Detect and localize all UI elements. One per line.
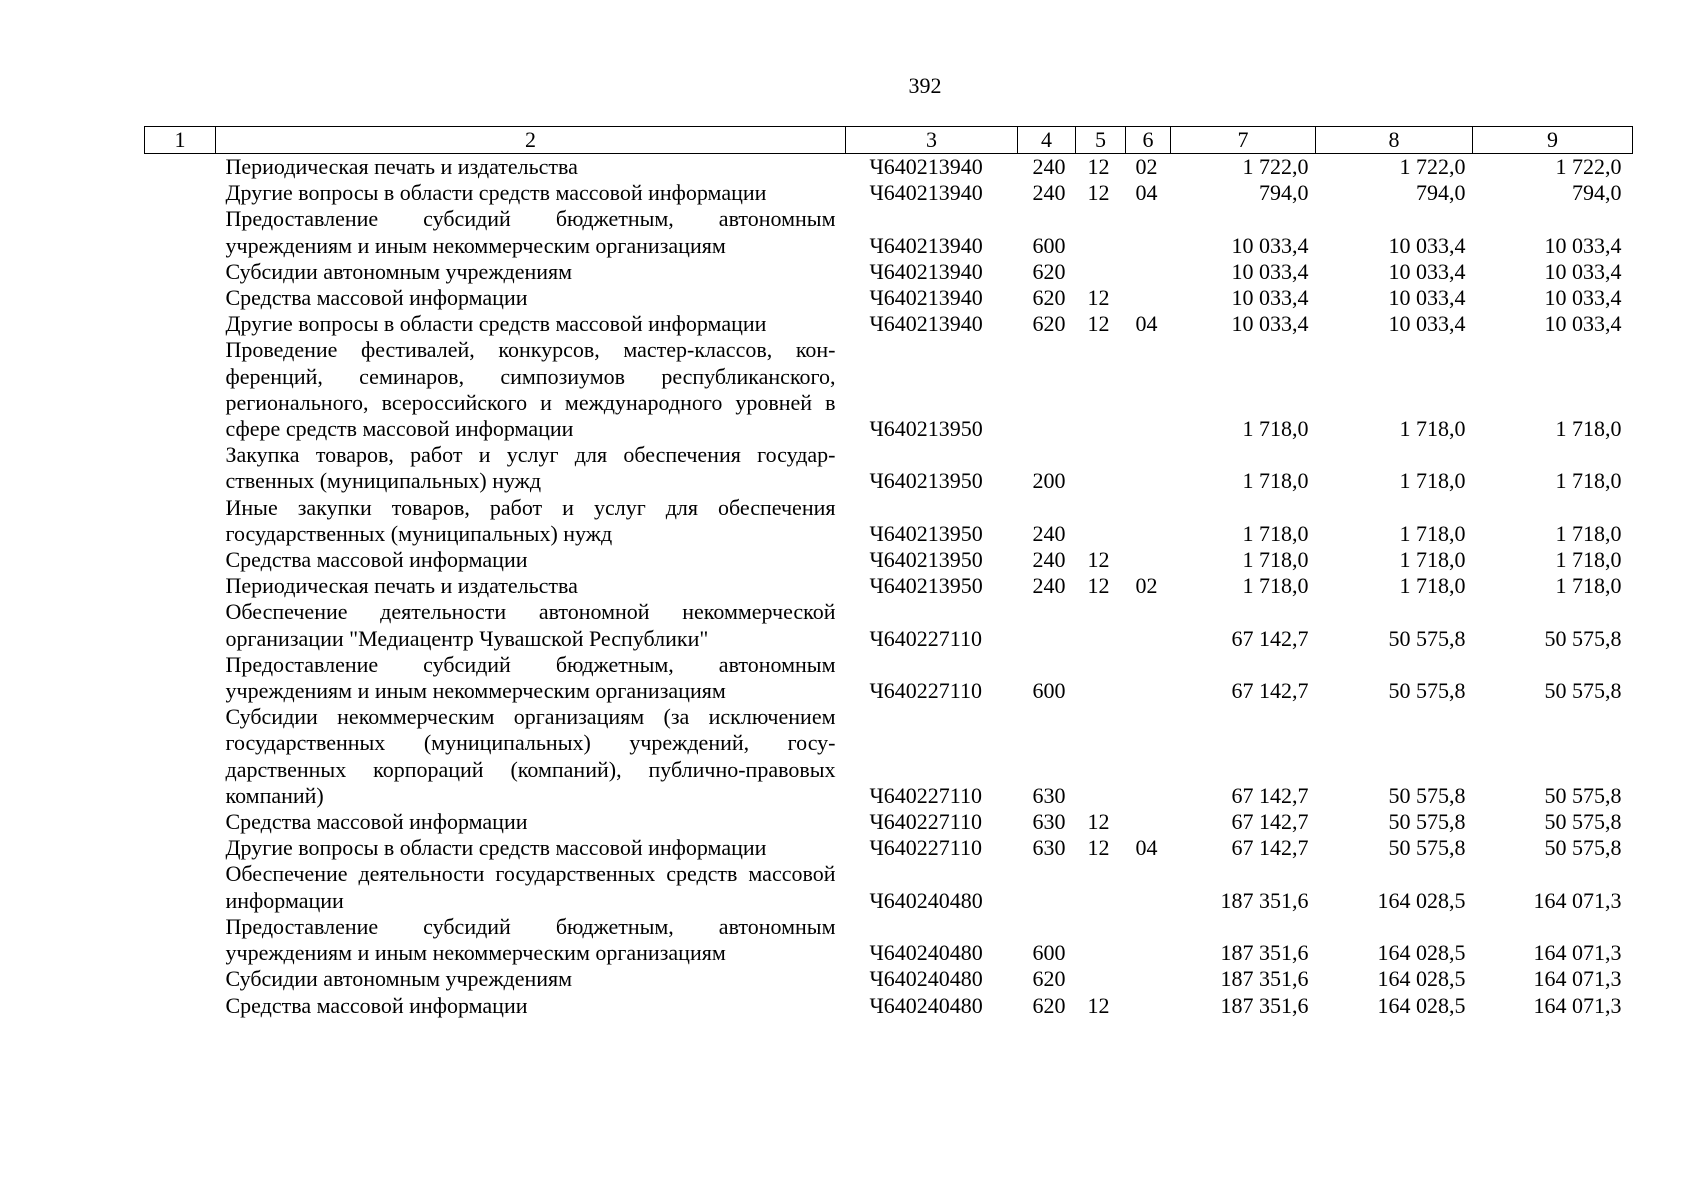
table-row <box>145 442 1633 494</box>
table-row <box>145 835 1633 861</box>
row-section <box>1076 599 1126 651</box>
row-amount-col7: 1 718,0 <box>1242 468 1309 494</box>
row-expense-type: 240 <box>1032 520 1066 546</box>
row-amount-col7: 10 033,4 <box>1231 311 1309 337</box>
row-target-code: Ч640213950 <box>869 468 983 494</box>
table-row <box>145 966 1633 992</box>
empty-cell <box>145 547 216 573</box>
row-amount-col9: 50 575,8 <box>1544 625 1622 651</box>
row-description: Субсидии некоммерческим организациям (за исключением государственных (муниципальных) учреждений, государственных корпораций (компаний), публично-правовых компаний) <box>225 704 836 808</box>
table-row <box>145 259 1633 285</box>
column-header: 2 <box>216 127 846 154</box>
empty-cell <box>145 704 216 809</box>
row-amount-col9: 1 718,0 <box>1555 520 1622 546</box>
row-target-code: Ч640213940 <box>869 285 983 311</box>
column-header: 1 <box>145 127 216 154</box>
row-description: Предоставление субсидий бюджетным, автономным учреждениям и иным некоммерческим организациям <box>225 651 836 704</box>
row-amount-col9: 1 718,0 <box>1555 416 1622 442</box>
row-target-code: Ч640227110 <box>869 782 982 808</box>
row-target-code: Ч640213950 <box>869 416 983 442</box>
row-expense-type: 630 <box>1032 809 1066 835</box>
row-description: Предоставление субсидий бюджетным, автономным учреждениям и иным некоммерческим организациям <box>225 206 836 258</box>
empty-cell <box>145 914 216 966</box>
row-description: Субсидии автономным учреждениям <box>225 966 573 992</box>
row-description: Периодическая печать и издательства <box>225 154 578 179</box>
row-expense-type: 620 <box>1032 992 1066 1018</box>
row-section <box>1076 914 1126 966</box>
row-target-code: Ч640227110 <box>869 835 982 861</box>
row-description: Закупка товаров, работ и услуг для обеспечения государственных (муниципальных) нужд <box>225 442 836 494</box>
row-expense-type: 600 <box>1032 678 1066 704</box>
row-amount-col9: 1 718,0 <box>1555 468 1622 494</box>
table-row <box>145 914 1633 966</box>
row-subsection <box>1126 206 1171 258</box>
row-amount-col8: 50 575,8 <box>1388 782 1466 808</box>
row-amount-col8: 1 718,0 <box>1399 520 1466 546</box>
row-amount-col8: 1 718,0 <box>1399 573 1466 599</box>
row-expense-type: 200 <box>1032 468 1066 494</box>
row-section: 12 <box>1087 835 1110 861</box>
row-subsection <box>1126 966 1171 992</box>
column-header: 3 <box>846 127 1018 154</box>
row-amount-col8: 50 575,8 <box>1388 809 1466 835</box>
row-amount-col7: 794,0 <box>1259 180 1309 206</box>
row-amount-col9: 1 718,0 <box>1555 573 1622 599</box>
row-expense-type: 600 <box>1032 232 1066 258</box>
table-row <box>145 206 1633 258</box>
row-target-code: Ч640240480 <box>869 940 983 966</box>
table-body <box>145 154 1633 1019</box>
column-header: 7 <box>1171 127 1316 154</box>
row-amount-col7: 1 718,0 <box>1242 573 1309 599</box>
row-expense-type: 620 <box>1032 311 1066 337</box>
empty-cell <box>145 809 216 835</box>
row-target-code: Ч640213950 <box>869 573 983 599</box>
row-amount-col9: 50 575,8 <box>1544 835 1622 861</box>
row-description: Другие вопросы в области средств массовой информации <box>225 311 767 337</box>
row-amount-col8: 164 028,5 <box>1377 992 1466 1018</box>
row-amount-col9: 164 071,3 <box>1533 940 1622 966</box>
row-subsection <box>1126 993 1171 1019</box>
table-row <box>145 337 1633 442</box>
row-subsection: 04 <box>1135 311 1158 337</box>
row-amount-col7: 67 142,7 <box>1231 782 1309 808</box>
column-header: 4 <box>1018 127 1076 154</box>
table-row <box>145 599 1633 651</box>
row-amount-col8: 50 575,8 <box>1388 835 1466 861</box>
row-amount-col9: 1 718,0 <box>1555 547 1622 573</box>
empty-cell <box>145 311 216 337</box>
table-row <box>145 704 1633 809</box>
table-row <box>145 652 1633 704</box>
column-header: 6 <box>1126 127 1171 154</box>
row-expense-type: 240 <box>1032 573 1066 599</box>
row-amount-col9: 10 033,4 <box>1544 311 1622 337</box>
row-amount-col8: 1 718,0 <box>1399 468 1466 494</box>
row-amount-col8: 794,0 <box>1416 180 1466 206</box>
row-target-code: Ч640213950 <box>869 547 983 573</box>
row-subsection <box>1126 809 1171 835</box>
row-description: Периодическая печать и издательства <box>225 573 578 599</box>
empty-cell <box>145 206 216 258</box>
row-amount-col8: 10 033,4 <box>1388 311 1466 337</box>
row-section: 12 <box>1087 311 1110 337</box>
row-description: Предоставление субсидий бюджетным, автономным учреждениям и иным некоммерческим организациям <box>225 913 836 966</box>
row-subsection <box>1126 861 1171 913</box>
row-amount-col7: 187 351,6 <box>1220 992 1309 1018</box>
row-subsection <box>1126 495 1171 547</box>
column-header: 5 <box>1076 127 1126 154</box>
empty-cell <box>145 993 216 1019</box>
row-description: Иные закупки товаров, работ и услуг для обеспечения государственных (муниципальных) нужд <box>225 494 836 546</box>
row-expense-type: 620 <box>1032 966 1066 992</box>
row-section: 12 <box>1087 809 1110 835</box>
row-amount-col7: 1 718,0 <box>1242 520 1309 546</box>
empty-cell <box>145 966 216 992</box>
row-amount-col8: 164 028,5 <box>1377 887 1466 913</box>
table-row <box>145 547 1633 573</box>
empty-cell <box>145 180 216 206</box>
empty-cell <box>145 652 216 704</box>
empty-cell <box>145 285 216 311</box>
row-description: Средства массовой информации <box>225 809 528 835</box>
row-amount-col8: 1 718,0 <box>1399 547 1466 573</box>
row-amount-col7: 187 351,6 <box>1220 940 1309 966</box>
row-section <box>1076 704 1126 809</box>
table-row <box>145 495 1633 547</box>
row-section: 12 <box>1087 180 1110 206</box>
column-header: 9 <box>1473 127 1633 154</box>
row-amount-col7: 10 033,4 <box>1231 232 1309 258</box>
row-expense-type: 620 <box>1032 285 1066 311</box>
row-amount-col7: 67 142,7 <box>1231 678 1309 704</box>
row-section <box>1076 495 1126 547</box>
row-section <box>1076 966 1126 992</box>
row-amount-col9: 50 575,8 <box>1544 809 1622 835</box>
row-section: 12 <box>1087 154 1110 179</box>
table-row <box>145 285 1633 311</box>
budget-table <box>144 126 1633 1019</box>
empty-cell <box>145 835 216 861</box>
row-subsection <box>1126 914 1171 966</box>
row-section: 12 <box>1087 285 1110 311</box>
row-target-code: Ч640213950 <box>869 520 983 546</box>
row-amount-col9: 50 575,8 <box>1544 678 1622 704</box>
table-row <box>145 861 1633 913</box>
row-expense-type: 620 <box>1032 258 1066 284</box>
row-expense-type: 600 <box>1032 940 1066 966</box>
table-row <box>145 311 1633 337</box>
row-target-code: Ч640213940 <box>869 154 983 179</box>
row-section <box>1076 442 1126 494</box>
row-section <box>1076 861 1126 913</box>
table-row <box>145 809 1633 835</box>
row-description: Другие вопросы в области средств массовой информации <box>225 180 767 206</box>
row-description: Субсидии автономным учреждениям <box>225 258 573 284</box>
row-amount-col8: 10 033,4 <box>1388 285 1466 311</box>
row-subsection <box>1126 652 1171 704</box>
row-target-code: Ч640240480 <box>869 966 983 992</box>
row-amount-col8: 164 028,5 <box>1377 966 1466 992</box>
row-section: 12 <box>1087 992 1110 1018</box>
row-amount-col9: 164 071,3 <box>1533 992 1622 1018</box>
row-target-code: Ч640213940 <box>869 311 983 337</box>
row-amount-col8: 1 722,0 <box>1399 154 1466 179</box>
row-description: Средства массовой информации <box>225 992 528 1018</box>
row-amount-col8: 1 718,0 <box>1399 416 1466 442</box>
row-amount-col8: 50 575,8 <box>1388 678 1466 704</box>
row-amount-col9: 164 071,3 <box>1533 966 1622 992</box>
row-amount-col7: 67 142,7 <box>1231 835 1309 861</box>
row-amount-col9: 10 033,4 <box>1544 285 1622 311</box>
row-subsection: 02 <box>1135 573 1158 599</box>
row-subsection <box>1126 547 1171 573</box>
row-expense-type: 240 <box>1032 180 1066 206</box>
row-amount-col7: 10 033,4 <box>1231 258 1309 284</box>
row-expense-type <box>1018 337 1076 442</box>
table-row <box>145 154 1633 181</box>
row-description: Проведение фестивалей, конкурсов, мастер-классов, конференций, семинаров, симпозиумов республиканского, регионального, всероссийского и международного уровней в сфере средств массовой информации <box>225 337 836 442</box>
row-amount-col8: 10 033,4 <box>1388 258 1466 284</box>
row-amount-col7: 67 142,7 <box>1231 809 1309 835</box>
row-description: Обеспечение деятельности автономной некоммерческой организации "Медиацентр Чувашской Республики" <box>225 599 836 651</box>
row-subsection: 04 <box>1135 835 1158 861</box>
row-section <box>1076 206 1126 258</box>
table-row <box>145 993 1633 1019</box>
row-amount-col8: 50 575,8 <box>1388 625 1466 651</box>
row-section: 12 <box>1087 547 1110 573</box>
table-row <box>145 573 1633 599</box>
column-number-row <box>145 127 1633 154</box>
row-description: Средства массовой информации <box>225 547 528 573</box>
row-expense-type: 630 <box>1032 782 1066 808</box>
row-amount-col7: 67 142,7 <box>1231 625 1309 651</box>
row-target-code: Ч640227110 <box>869 809 982 835</box>
row-amount-col9: 10 033,4 <box>1544 258 1622 284</box>
row-amount-col7: 10 033,4 <box>1231 285 1309 311</box>
row-target-code: Ч640213940 <box>869 232 983 258</box>
row-amount-col7: 1 718,0 <box>1242 547 1309 573</box>
row-amount-col8: 164 028,5 <box>1377 940 1466 966</box>
row-amount-col9: 10 033,4 <box>1544 232 1622 258</box>
table-row <box>145 180 1633 206</box>
row-subsection <box>1126 259 1171 285</box>
row-expense-type <box>1018 599 1076 651</box>
row-subsection <box>1126 599 1171 651</box>
row-target-code: Ч640213940 <box>869 180 983 206</box>
column-header: 8 <box>1316 127 1473 154</box>
row-amount-col9: 794,0 <box>1572 180 1622 206</box>
row-subsection: 02 <box>1135 154 1158 179</box>
row-target-code: Ч640227110 <box>869 625 982 651</box>
row-amount-col9: 1 722,0 <box>1555 154 1622 179</box>
row-target-code: Ч640240480 <box>869 887 983 913</box>
row-amount-col7: 187 351,6 <box>1220 887 1309 913</box>
row-description: Средства массовой информации <box>225 285 528 311</box>
row-subsection <box>1126 442 1171 494</box>
page-number: 392 <box>908 73 942 98</box>
row-target-code: Ч640213940 <box>869 258 983 284</box>
empty-cell <box>145 495 216 547</box>
row-subsection <box>1126 285 1171 311</box>
row-amount-col7: 1 722,0 <box>1242 154 1309 179</box>
empty-cell <box>145 337 216 442</box>
row-expense-type: 240 <box>1032 547 1066 573</box>
row-amount-col9: 50 575,8 <box>1544 782 1622 808</box>
empty-cell <box>145 861 216 913</box>
row-amount-col7: 1 718,0 <box>1242 416 1309 442</box>
row-expense-type: 240 <box>1032 154 1066 179</box>
empty-cell <box>145 154 216 181</box>
empty-cell <box>145 442 216 494</box>
row-expense-type <box>1018 861 1076 913</box>
row-target-code: Ч640227110 <box>869 678 982 704</box>
row-section <box>1076 259 1126 285</box>
row-subsection: 04 <box>1135 180 1158 206</box>
row-amount-col8: 10 033,4 <box>1388 232 1466 258</box>
row-section: 12 <box>1087 573 1110 599</box>
row-subsection <box>1126 704 1171 809</box>
empty-cell <box>145 573 216 599</box>
row-subsection <box>1126 337 1171 442</box>
row-description: Обеспечение деятельности государственных средств массовой информации <box>225 861 836 913</box>
empty-cell <box>145 259 216 285</box>
row-amount-col9: 164 071,3 <box>1533 887 1622 913</box>
empty-cell <box>145 599 216 651</box>
row-section <box>1076 652 1126 704</box>
row-description: Другие вопросы в области средств массовой информации <box>225 835 767 861</box>
row-target-code: Ч640240480 <box>869 992 983 1018</box>
row-section <box>1076 337 1126 442</box>
row-amount-col7: 187 351,6 <box>1220 966 1309 992</box>
row-expense-type: 630 <box>1032 835 1066 861</box>
